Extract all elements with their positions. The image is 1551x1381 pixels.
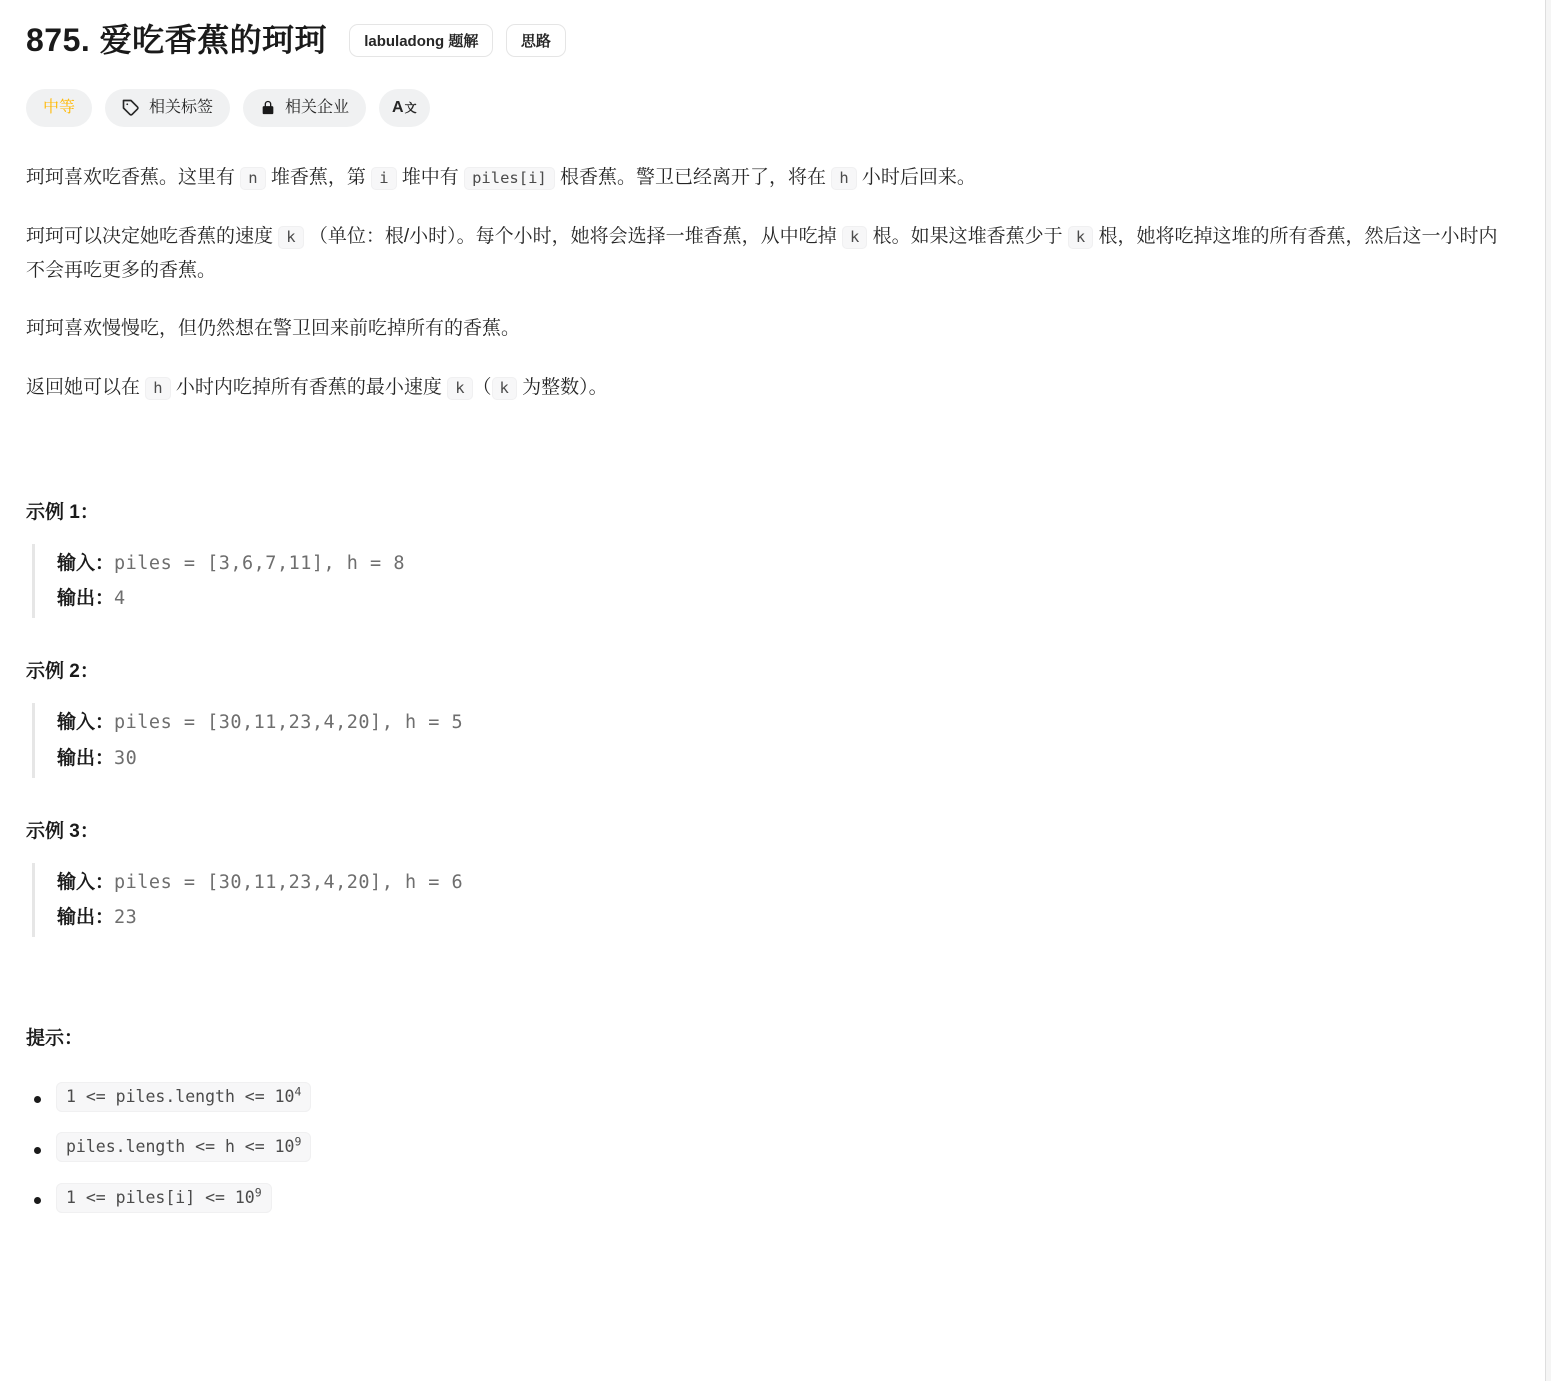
description-paragraph: 珂珂可以决定她吃香蕉的速度 k （单位：根/小时）。每个小时，她将会选择一堆香蕉，从中吃掉 k 根。如果这堆香蕉少于 k 根，她将吃掉这堆的所有香蕉，然后这一小时内不会再吃更多的香蕉。 [26, 225, 1498, 281]
constraint-code: 1 <= piles[i] <= $10^9$ [56, 1183, 272, 1213]
example-input-value: piles = [3,6,7,11], h = 8 [114, 553, 405, 575]
translate-toggle-button[interactable] [379, 89, 430, 127]
constraints-section [26, 1023, 1503, 1208]
example-output-line [57, 741, 1503, 776]
example-input-value: piles = [30,11,23,4,20], h = 5 [114, 712, 464, 734]
translate-icon: A文 [392, 98, 417, 116]
constraint-item-2 [56, 1135, 1503, 1158]
example-input-label: 输入： [57, 871, 115, 893]
tag-icon [122, 99, 140, 117]
example-heading-3: 示例 3： [26, 820, 99, 842]
constraint-code: piles.length <= $h <= 10^9$ [56, 1132, 311, 1162]
inline-code: i [371, 167, 396, 190]
constraints-list [26, 1084, 1503, 1208]
inline-code: k [842, 226, 867, 249]
description-paragraph: 珂珂喜欢吃香蕉。这里有 n 堆香蕉，第 i 堆中有 piles[i] 根香蕉。警卫已经离开了，将在 h 小时后回来。 [26, 166, 976, 188]
example-output-line [57, 900, 1503, 935]
panel-divider[interactable] [1545, 0, 1551, 1381]
constraint-item-1 [56, 1084, 1503, 1107]
description-paragraph: 返回她可以在 h 小时内吃掉所有香蕉的最小速度 k （ k 为整数）。 [26, 377, 608, 399]
idea-badge[interactable]: 思路 [506, 24, 566, 57]
example-output-label: 输出： [57, 747, 115, 769]
constraints-heading: 提示： [26, 1028, 84, 1050]
inline-code: h [831, 167, 856, 190]
example-output-line [57, 581, 1503, 616]
constraint-code: 1 <= piles.length <= $10^4$ [56, 1082, 311, 1112]
problem-description [26, 161, 1503, 405]
problem-title: 875. 爱吃香蕉的珂珂 [26, 22, 328, 58]
example-block-1 [32, 544, 1503, 618]
example-output-label: 输出： [57, 588, 115, 610]
example-input-label: 输入： [57, 712, 115, 734]
example-heading-1: 示例 1： [26, 502, 99, 524]
example-heading-2: 示例 2： [26, 661, 99, 683]
example-block-2 [32, 703, 1503, 777]
inline-code: piles[i] [464, 167, 555, 190]
examples-section [26, 497, 1503, 937]
inline-code: k [447, 377, 472, 400]
difficulty-badge[interactable]: 中等 [26, 89, 92, 127]
related-tags-label: 相关标签 [149, 98, 214, 116]
example-input-line [57, 546, 1503, 581]
inline-code: k [492, 377, 517, 400]
example-input-line [57, 705, 1503, 740]
meta-row [26, 89, 1503, 127]
constraint-item-3 [56, 1185, 1503, 1208]
title-badges [349, 24, 566, 57]
inline-code: h [145, 377, 170, 400]
description-paragraph: 珂珂喜欢慢慢吃，但仍然想在警卫回来前吃掉所有的香蕉。 [26, 318, 521, 340]
related-companies-label: 相关企业 [285, 98, 350, 116]
inline-code: k [1068, 226, 1093, 249]
example-output-label: 输出： [57, 907, 115, 929]
related-tags-button[interactable] [105, 89, 230, 127]
example-output-value: 4 [114, 588, 126, 610]
example-output-value: 30 [114, 747, 138, 769]
example-input-line [57, 865, 1503, 900]
example-block-3 [32, 863, 1503, 937]
related-companies-button[interactable] [243, 89, 366, 127]
labuladong-solution-badge[interactable]: labuladong 题解 [349, 24, 493, 57]
example-output-value: 23 [114, 907, 138, 929]
lock-icon [260, 99, 276, 116]
title-row [26, 20, 1503, 62]
inline-code: k [278, 226, 303, 249]
example-input-label: 输入： [57, 553, 115, 575]
example-input-value: piles = [30,11,23,4,20], h = 6 [114, 871, 464, 893]
inline-code: n [240, 167, 265, 190]
